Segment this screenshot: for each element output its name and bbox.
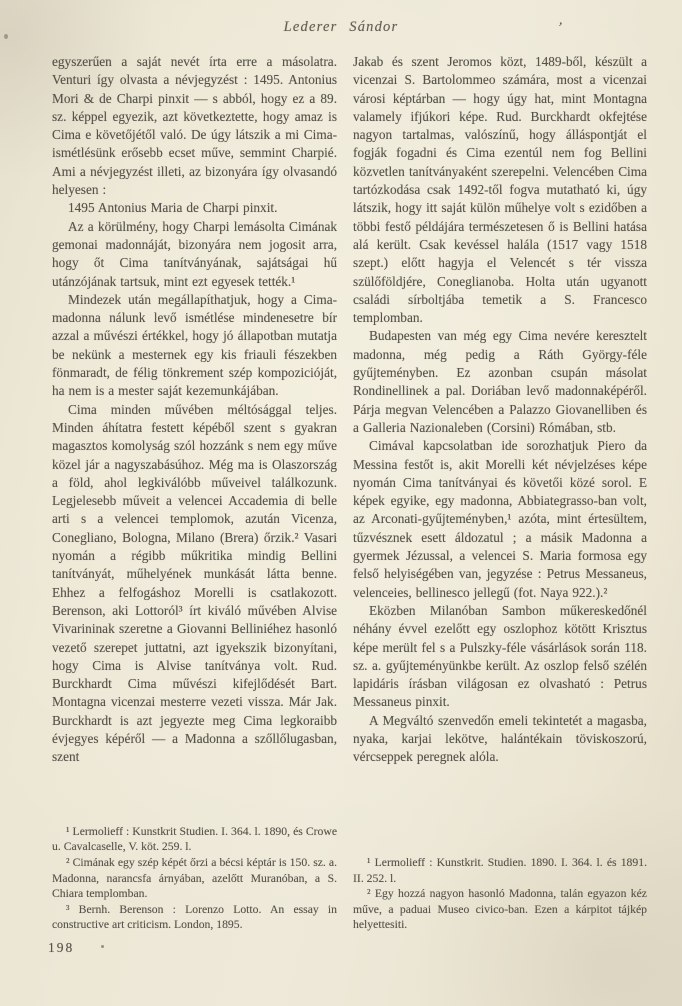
page-number: 198 xyxy=(48,940,75,955)
scan-mark-apostrophe: ’ xyxy=(554,19,563,37)
left-column-body xyxy=(52,53,337,767)
two-column-text-block xyxy=(52,53,647,935)
paragraph-signature-line: 1495 Antonius Maria de Charpi pinxit. xyxy=(68,200,278,216)
paragraph: A Megváltó szenvedőn emeli tekintetét a magasba, nyaka, karjai lekötve, halántékain töviskoszorú, vércseppek peregnek alóla. xyxy=(353,712,647,765)
paragraph: Cima minden művében méltósággal teljes. Minden áhítatra festett képéből szent s gyakran magasztos komolyság szól hozzánk s nem egy műve közel jár a nagyszabásúhoz. Még ma is Olaszország a föld, ahol legkiválóbb műveivel találkozunk. Legjelesebb műveit a velencei Accademia di belle arti s a velencei templomok, azután Vicenza, Conegliano, Bologna, Milano (Brera) őrzik.² Vasari nyomán a régibb műkritika mindig Bellini tanítványát, műhelyének munkását látta benne. Ehhez a felfogáshoz Morelli is csatlakozott. Berenson, aki Lottoról³ írt kiváló művében Alvise Vivarininak szeretne a Giovanni Belliniéhez hasonló vezető szerepet juttatni, azt igyekszik bizonyítani, hogy Cima is Alvise tanítványa volt. Rud. Burckhardt Cima művészi kifejlődését Bart. Montagna vicenzai mesterre vezeti vissza. Már Jak. Burckhardt is azt jegyezte meg Cima legkoraibb évjegyes képéről — a Madonna a szőllőlugasban, szent xyxy=(52,401,338,765)
paragraph: Eközben Milanóban Sambon műkereskedőnél néhány évvel ezelőtt egy oszlophoz kötött Krisztus képe merült fel s a Pulszky-féle vásárlások során 118. sz. a. gyűjteményünkbe került. Az oszlop felső szélén lapidáris írásban világosan ez olvasható : Petrus Messaneus pinxit. xyxy=(353,602,647,710)
left-column xyxy=(52,53,337,935)
footnote: ² Cimának egy szép képét őrzi a bécsi képtár is 150. sz. a. Madonna, narancsfa árnyában, azelőtt Muranóban, a S. Chiara templomban. xyxy=(52,856,338,901)
paragraph: Az a körülmény, hogy Charpi lemásolta Cimának gemonai madonnáját, bizonyára nem jogosit arra, hogy őt Cima tanítványának, sajátságai hű utánzójának tartsuk, mint ezt egyesek tették.¹ xyxy=(52,218,338,289)
paragraph: Mindezek után megállapíthatjuk, hogy a Cima-madonna nálunk levő ismétlése mindenesetre bír azzal a művészi értékkel, hogy jó állapotban mutatja be nekünk a mesternek egy kis friauli fészekben fönmaradt, de félig tönkrement szép kompozicióját, ha nem is a mester saját kezemunkájában. xyxy=(52,291,338,399)
scan-speck xyxy=(101,945,104,948)
right-column xyxy=(353,53,647,935)
footnote: ¹ Lermolieff : Kunstkrit Studien. I. 364. l. 1890, és Crowe u. Cavalcaselle, V. köt. 259. l. xyxy=(52,824,338,854)
paragraph: Budapesten van még egy Cima nevére keresztelt madonna, még pedig a Ráth György-féle gyűjteményben. Ez azonban csupán másolat Rondinellinek a pal. Doriában levő madonnaképéről. Párja megvan Velencében a Palazzo Giovanelliben és a Galleria Nazionaleben (Corsini) Rómában, stb. xyxy=(353,328,647,435)
left-column-footnotes xyxy=(52,824,337,935)
scan-speck xyxy=(4,34,8,39)
paragraph: egyszerűen a saját nevét írta erre a másolatra. Venturi így olvasta a névjegyzést : 1495. Antonius Mori & de Charpi pinxit — s abból, hogy ez a 89. sz. képpel egyezik, azt következtette, hogy amaz is Cima e követőjétől való. De úgy látszik a mi Cima-ismétlésünk erősebb ecset műve, semmint Charpié. Ami a névjegyzést illeti, az bizonyára így olvasandó helyesen : xyxy=(52,54,338,198)
right-column-body xyxy=(353,53,647,767)
footnote: ³ Bernh. Berenson : Lorenzo Lotto. An essay in constructive art criticism. London, 1895. xyxy=(52,902,338,932)
footnote: ² Egy hozzá nagyon hasonló Madonna, talán egyazon kéz műve, a paduai Museo civico-ban. Ezen a kárpitot tájkép helyettesiti. xyxy=(353,887,647,932)
paragraph: Jakab és szent Jeromos közt, 1489-ből, készült a vicenzai S. Bartolommeo számára, most a vicenzai városi képtárban — hogy úgy hat, mint Montagna valamely ifjúkori képe. Rud. Burckhardt okfejtése nagyon tartalmas, valószínű, hogy álláspontját el fogják fogadni és Cima ezentúl nem fog Bellini közvetlen tanítványaként szerepelni. Velencében Cima tartózkodása csak 1492-től fogva mutatható ki, úgy látszik, hogy itt saját külön műhelye volt s ezidőben a többi festő példájára természetesen ő is Bellini hatása alá került. Csak kevéssel halála (1517 vagy 1518 szept.) előtt hagyja el Velencét s tér vissza szülőföldjére, Coneglianoba. Holta után ugyanott családi sírboltjába temetik a S. Francesco templomban. xyxy=(353,54,647,326)
paragraph: Cimával kapcsolatban ide sorozhatjuk Piero da Messina festőt is, akit Morelli két névjelzéses képe nyomán Cima tanítványai és követői közé sorol. E képek egyike, egy madonna, Abbiategrasso-ban volt, az Arconati-gyűjteményben,¹ azóta, mint értesültem, tűzvésznek esett áldozatul ; a másik Madonna a gyermek Jézussal, a velencei S. Maria formosa egy felső helyiségében van, jegyzése : Petrus Messaneus, velenceies, bellinesco jellegű (fot. Naya 922.).² xyxy=(353,438,647,600)
footnote: ¹ Lermolieff : Kunstkrit. Studien. 1890. I. 364. l. és 1891. II. 252. l. xyxy=(353,856,647,885)
right-column-footnotes xyxy=(353,855,647,935)
running-head: Lederer Sándor xyxy=(283,19,399,35)
